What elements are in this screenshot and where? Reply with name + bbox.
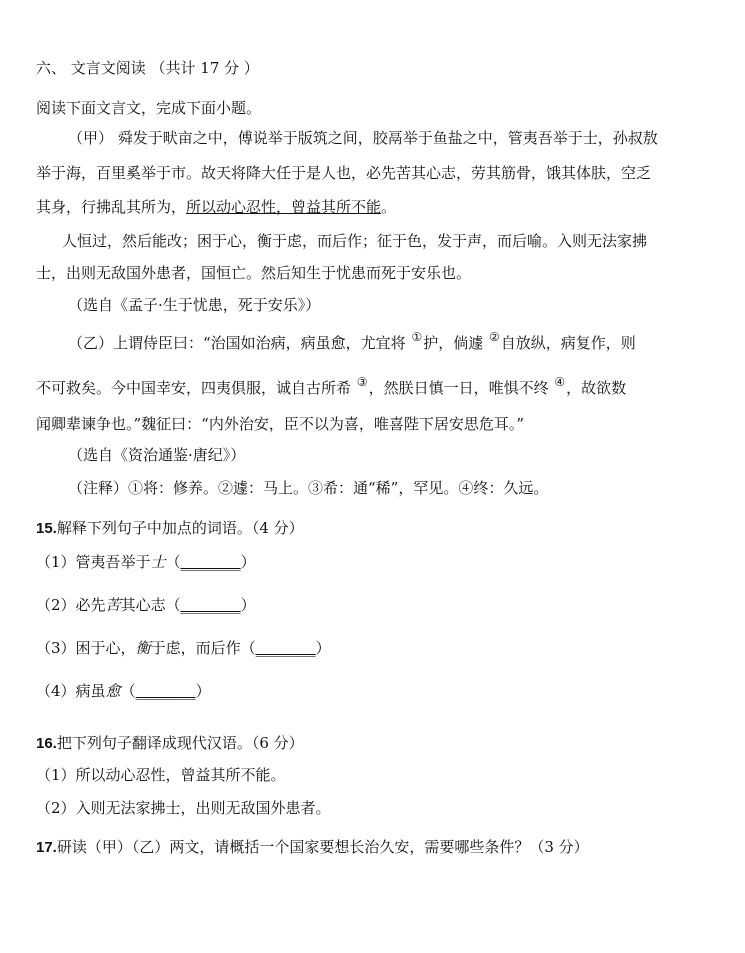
q15-item-4-a: （4）病虽 [36,682,106,700]
yi-line-1-c: 自放纵，病复作，则 [500,334,636,352]
q16-text: 把下列句子翻译成现代汉语。（6 分） [56,734,304,752]
note-marker-4: ④ [554,375,566,389]
q16-item-2: （2）入则无法家拂士，出则无敌国外患者。 [36,799,331,817]
yi-line-2 [36,375,627,399]
yi-source: （选自《资治通鉴·唐纪》） [68,446,246,464]
q16-title [36,733,304,754]
jia-source: （选自《孟子·生于忧患，死于安乐》） [68,296,321,314]
underlined-sentence: 所以动心忍性，曾益其所不能 [186,198,382,216]
yi-line-1-a: （乙）上谓侍臣曰：“治国如治病，病虽愈，尤宜将 [68,334,406,352]
dotted-word-4: 愈 [105,682,121,700]
q15-item-1 [36,552,256,572]
q15-number: 15. [36,520,57,537]
q17-title [36,837,589,858]
yi-line-1-b: 护，倘遽 [423,334,484,352]
q16-item-1: （1）所以动心忍性，曾益其所不能。 [36,766,286,784]
q15-item-3-b: 于虑，而后作（ [150,639,256,657]
answer-blank-1[interactable]: ________ [180,553,241,571]
yi-line-2-c: ，故欲数 [566,379,627,397]
jia-line-2: 举于海，百里奚举于市。故天将降大任于是人也，必先苦其心志，劳其筋骨，饿其体肤，空乏 [36,164,652,182]
note-marker-1: ① [411,330,423,344]
q15-item-4 [36,681,211,701]
section-heading: 六、 文言文阅读 （共计 17 分 ） [36,59,259,77]
q17-number: 17. [36,839,57,856]
dotted-word-2: 苦 [105,596,121,614]
q15-item-3 [36,638,331,658]
jia-line-1: （甲） 舜发于畎亩之中，傅说举于版筑之间，胶鬲举于鱼盐之中，管夷吾举于士，孙叔敖 [68,129,658,147]
instruction: 阅读下面文言文，完成下面小题。 [36,99,262,117]
note-marker-3: ③ [356,375,368,389]
answer-blank-4[interactable]: ________ [135,682,196,700]
note-marker-2: ② [489,330,500,344]
q15-item-4-c: ） [195,682,211,700]
jia-line-3-b: 。 [381,198,397,216]
yi-line-3: 闻卿辈谏争也。”魏征曰：“内外治安，臣不以为喜，唯喜陛下居安思危耳。” [36,415,525,433]
q15-text: 解释下列句子中加点的词语。（4 分） [56,519,304,537]
dotted-word-3: 衡 [135,639,151,657]
q16-number: 16. [36,735,57,752]
q15-item-4-b: （ [120,682,136,700]
q15-item-2-a: （2）必先 [36,596,106,614]
yi-line-2-a: 不可救矣。今中国幸安，四夷俱服，诚自古所希 [36,379,352,397]
q15-title [36,518,304,539]
answer-blank-2[interactable]: ________ [180,596,241,614]
yi-line-1 [68,330,636,354]
jia-line-4: 人恒过，然后能改；困于心，衡于虑，而后作；征于色，发于声，而后喻。入则无法家拂 [62,232,648,250]
answer-blank-3[interactable]: ________ [255,639,316,657]
q15-item-3-c: ） [315,639,331,657]
q15-item-1-b: （ [165,553,181,571]
dotted-word-1: 士 [150,553,166,571]
q15-item-2 [36,595,256,615]
q15-item-3-a: （3）困于心， [36,639,136,657]
q15-item-1-a: （1）管夷吾举于 [36,553,151,571]
yi-line-2-b: ，然朕日慎一日，唯惧不终 [368,379,549,397]
jia-line-3-a: 其身，行拂乱其所为， [36,198,187,216]
q15-item-2-c: ） [240,596,256,614]
q15-item-1-c: ） [240,553,256,571]
jia-line-5: 士，出则无敌国外患者，国恒亡。然后知生于忧患而死于安乐也。 [36,264,472,282]
q15-item-2-b: 其心志（ [120,596,181,614]
q17-text: 研读（甲）（乙）两文，请概括一个国家要想长治久安，需要哪些条件？（3 分） [56,838,589,856]
jia-line-3 [36,197,396,217]
yi-notes: （注释）①将：修养。②遽：马上。③希：通“稀”，罕见。④终：久远。 [68,479,549,497]
